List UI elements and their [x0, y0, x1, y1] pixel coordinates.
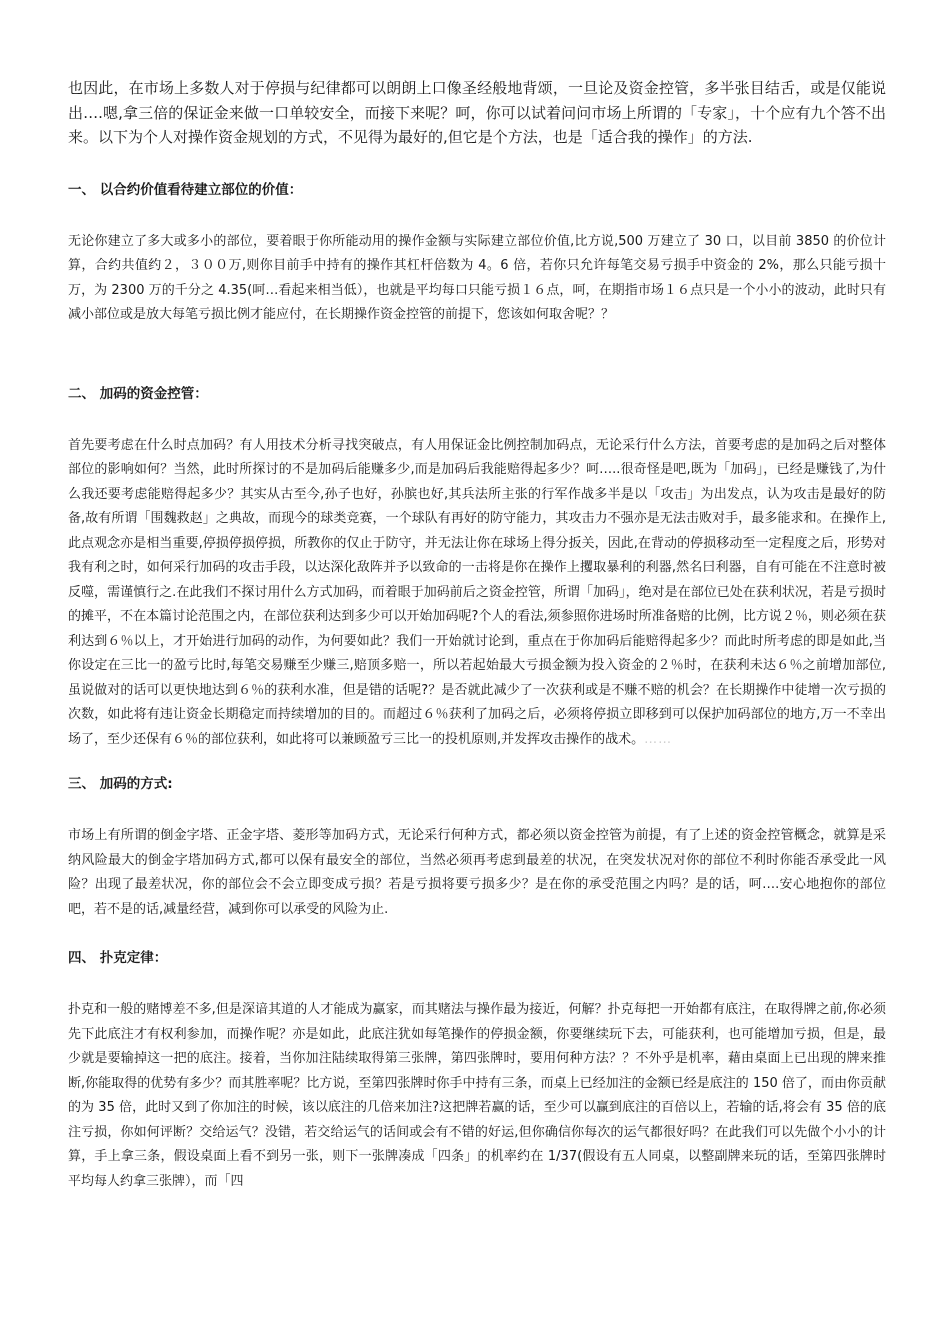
- section-4-body: 扑克和一般的赌博差不多,但是深谙其道的人才能成为赢家，而其赌法与操作最为接近，何解？扑克每把一开始都有底注，在取得牌之前,你必须先下此底注才有权利参加，而操作呢？亦是如此，此底注犹如每笔操作的停损金额，你要继续玩下去，可能获利，也可能增加亏损，但是，最少就是要输掉这一把的底注。接着，当你加注陆续取得第三张牌，第四张牌时，要用何种方法？？不外乎是机率，藉由桌面上已出现的牌来推断,你能取得的优势有多少？而其胜率呢？比方说，至第四张牌时你手中持有三条，而桌上已经加注的金额已经是底注的 150 倍了，而由你贡献的为 35 倍，此时又到了你加注的时候，该以底注的几倍来加注?这把牌若赢的话，至少可以赢到底注的百倍以上，若输的话,将会有 35 倍的底注亏损，你如何评断？交给运气？没错，若交给运气的话间或会有不错的好运,但你确信你每次的运气都很好吗？在此我们可以先做个小小的计算，手上拿三条，假设桌面上看不到另一张，则下一张牌凑成「四条」的机率约在 1/37(假设有五人同桌，以整副牌来玩的话，至第四张牌时平均每人约拿三张牌），而「四: [68, 1002, 886, 1189]
- section-3-body: 市场上有所谓的倒金字塔、正金字塔、菱形等加码方式，无论采行何种方式，都必须以资金控管为前提，有了上述的资金控管概念，就算是采纳风险最大的倒金字塔加码方式,都可以保有最安全的部位，当然必须再考虑到最差的状况，在突发状况对你的部位不利时你能否承受此一风险？出现了最差状况，你的部位会不会立即变成亏损？若是亏损将要亏损多少？是在你的承受范围之内吗？是的话，呵….安心地抱你的部位吧，若不是的话,减量经营，减到你可以承受的风险为止.: [68, 828, 886, 917]
- document-page: [68, 76, 886, 1194]
- section-1-body: 无论你建立了多大或多小的部位，要着眼于你所能动用的操作金额与实际建立部位价值,比方说,500 万建立了 30 口，以目前 3850 的价位计算，合约共值约２，３００万,则你目前手中持有的操作其杠杆倍数为 4。6 倍，若你只允许每笔交易亏损手中资金的 2%，那么只能亏损十万，为 2300 万的千分之 4.35(呵…看起来相当低），也就是平均每口只能亏损１６点，呵，在期指市场１６点只是一个小小的波动，此时只有减小部位或是放大每笔亏损比例才能应付，在长期操作资金控管的前提下，您该如何取舍呢？？: [68, 233, 886, 322]
- section-2-heading: 二、 加码的资金控管：: [68, 385, 208, 402]
- section-3-heading: 三、 加码的方式:: [68, 776, 173, 792]
- section-2-trailing-mark: ……: [644, 731, 673, 747]
- section-4-heading: 四、 扑克定律：: [68, 950, 168, 966]
- section-1-heading: 一、 以合约价值看待建立部位的价值：: [68, 181, 303, 198]
- section-2-body-wrapper: [68, 434, 886, 753]
- section-2-body: 首先要考虑在什么时点加码？有人用技术分析寻找突破点，有人用保证金比例控制加码点，无论采行什么方法，首要考虑的是加码之后对整体部位的影响如何？当然，此时所探讨的不是加码后能赚多少,而是加码后我能赔得起多少？呵…..很奇怪是吧,既为「加码」，已经是赚钱了,为什么我还要考虑能赔得起多少？其实从古至今,孙子也好，孙膑也好,其兵法所主张的行军作战多半是以「攻击」为出发点，认为攻击是最好的防备,故有所谓「围魏救赵」之典故，而现今的球类竞赛，一个球队有再好的防守能力，其攻击力不强亦是无法击败对手，最多能求和。在操作上,此点观念亦是相当重要,停损停损停损，所教你的仅止于防守，并无法让你在球场上得分扳关，因此,在背动的停损移动至一定程度之后，形势对我有利之时，如何采行加码的攻击手段，以达深化敌阵并予以致命的一击将是你在操作上攫取暴利的利器,然名曰利器，自有可能在不注意时被反噬，需谨慎行之.在此我们不探讨用什么方式加码，而着眼于加码前后之资金控管，所谓「加码」，绝对是在部位已处在获利状况，若是亏损时的摊平，不在本篇讨论范围之内，在部位获利达到多少可以开始加码呢?个人的看法,须参照你进场时所准备赔的比例，比方说２％，则必须在获利达到６％以上，才开始进行加码的动作，为何要如此？我们一开始就讨论到，重点在于你加码后能赔得起多少？而此时所考虑的即是如此,当你设定在三比一的盈亏比时,每笔交易赚至少赚三,赔顶多赔一，所以若起始最大亏损金额为投入资金的２％时，在获利未达６％之前增加部位,虽说做对的话可以更快地达到６％的获利水准，但是错的话呢?？是否就此减少了一次获利或是不赚不赔的机会？在长期操作中徒增一次亏损的次数，如此将有违让资金长期稳定而持续增加的目的。而超过６％获利了加码之后，必须将停损立即移到可以保护加码部位的地方,万一不幸出场了，至少还保有６％的部位获利，如此将可以兼顾盈亏三比一的投机原则,并发挥攻击操作的战术。: [68, 437, 886, 747]
- intro-paragraph: 也因此，在市场上多数人对于停损与纪律都可以朗朗上口像圣经般地背颂，一旦论及资金控管，多半张目结舌，或是仅能说出….嗯,拿三倍的保证金来做一口单较安全，而接下来呢？呵，你可以试着问问市场上所谓的「专家」，十个应有九个答不出来。以下为个人对操作资金规划的方式，不见得为最好的,但它是个方法，也是「适合我的操作」的方法.: [68, 79, 886, 146]
